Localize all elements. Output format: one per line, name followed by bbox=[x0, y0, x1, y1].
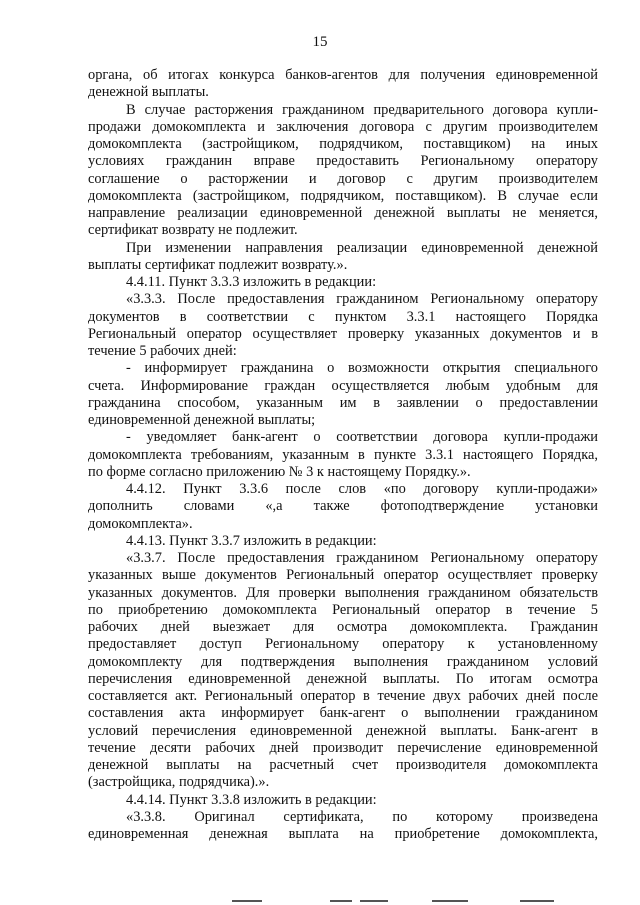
text-line: условий перечисления единовременной денежной выплаты. Банк-агент в bbox=[88, 722, 598, 739]
text-line: составления акта информирует банк-агент о выполнении гражданином bbox=[88, 705, 598, 722]
text-line: домокомплекту для подтверждения выполнения гражданином условий bbox=[88, 653, 598, 670]
document-body bbox=[88, 67, 598, 843]
text-line: домокомплекта (застройщиком, подрядчиком, поставщиком) на иных bbox=[88, 136, 598, 152]
text-line: дополнить словами «,а также фотоподтверждение установки bbox=[88, 498, 598, 515]
text-line: При изменении направления реализации единовременной денежной bbox=[126, 239, 598, 256]
text-line: (застройщика, подрядчика).». bbox=[88, 774, 270, 791]
text-line: указанных выше документов Региональный оператор осуществляет проверку bbox=[88, 567, 598, 584]
text-line: домокомплекта (застройщиком, подрядчиком, поставщиком). В случае если bbox=[88, 187, 598, 204]
text-line: домокомплекта». bbox=[88, 515, 193, 532]
text-line: направление реализации единовременной денежной выплаты не меняется, bbox=[88, 205, 598, 221]
text-line: составляется акт. Региональный оператор в течение двух рабочих дней после bbox=[88, 688, 598, 704]
text-line: течение 5 рабочих дней: bbox=[88, 343, 237, 359]
text-line: документов в соответствии с пунктом 3.3.1 настоящего Порядка bbox=[88, 308, 598, 325]
text-line: по приобретению домокомплекта Региональный оператор в течение 5 bbox=[88, 601, 598, 618]
text-line: «3.3.7. После предоставления гражданином Региональному оператору bbox=[126, 550, 598, 566]
scan-artifacts bbox=[0, 895, 640, 905]
text-line: денежной выплаты на расчетный счет производителя домокомплекта bbox=[88, 757, 598, 773]
text-line: единовременная денежная выплата на приобретение домокомплекта, bbox=[88, 826, 598, 842]
page-number: 15 bbox=[312, 34, 328, 50]
text-line: - информирует гражданина о возможности открытия специального bbox=[126, 360, 598, 377]
text-line: счета. Информирование граждан осуществляется любым удобным для bbox=[88, 377, 598, 394]
text-line: гражданина способом, указанным им в заявлении о предоставлении bbox=[88, 394, 598, 411]
text-line: 4.4.11. Пункт 3.3.3 изложить в редакции: bbox=[126, 274, 377, 290]
text-line: денежной выплаты. bbox=[88, 84, 209, 101]
text-line: условиях гражданин вправе предоставить Региональному оператору bbox=[88, 153, 598, 170]
text-line: - уведомляет банк-агент о соответствии договора купли-продажи bbox=[126, 429, 598, 446]
text-line: рабочих дней выезжает для осмотра домокомплекта. Гражданин bbox=[88, 619, 598, 635]
text-line: сертификат возврату не подлежит. bbox=[88, 222, 298, 239]
text-line: 4.4.13. Пункт 3.3.7 изложить в редакции: bbox=[126, 532, 377, 549]
text-line: Региональный оператор осуществляет проверку указанных документов и в bbox=[88, 325, 598, 342]
text-line: по форме согласно приложению № 3 к настоящему Порядку.». bbox=[88, 463, 471, 480]
text-line: 4.4.14. Пункт 3.3.8 изложить в редакции: bbox=[126, 791, 377, 808]
text-line: «3.3.3. После предоставления гражданином Региональному оператору bbox=[126, 291, 598, 308]
text-line: предоставляет доступ Региональному оператору к установленному bbox=[88, 636, 598, 653]
text-line: выплаты сертификат подлежит возврату.». bbox=[88, 256, 348, 273]
text-line: указанных документов. Для проверки выполнения гражданином обязательств bbox=[88, 584, 598, 601]
text-line: 4.4.12. Пункт 3.3.6 после слов «по договору купли-продажи» bbox=[126, 481, 598, 497]
text-line: соглашение о расторжении и договор с другим производителем bbox=[88, 170, 598, 187]
text-line: органа, об итогах конкурса банков-агентов для получения единовременной bbox=[88, 67, 598, 83]
text-line: течение десяти рабочих дней производит перечисление единовременной bbox=[88, 739, 598, 756]
text-line: «3.3.8. Оригинал сертификата, по которому произведена bbox=[126, 808, 598, 825]
text-line: перечисления единовременной денежной выплаты. По итогам осмотра bbox=[88, 670, 598, 687]
text-line: домокомплекта требованиям, указанным в пункте 3.3.1 настоящего Порядка, bbox=[88, 446, 598, 463]
text-line: продажи домокомплекта и заключения договора с другим производителем bbox=[88, 118, 598, 135]
text-line: единовременной денежной выплаты; bbox=[88, 412, 316, 428]
text-line: В случае расторжения гражданином предварительного договора купли- bbox=[126, 101, 598, 118]
